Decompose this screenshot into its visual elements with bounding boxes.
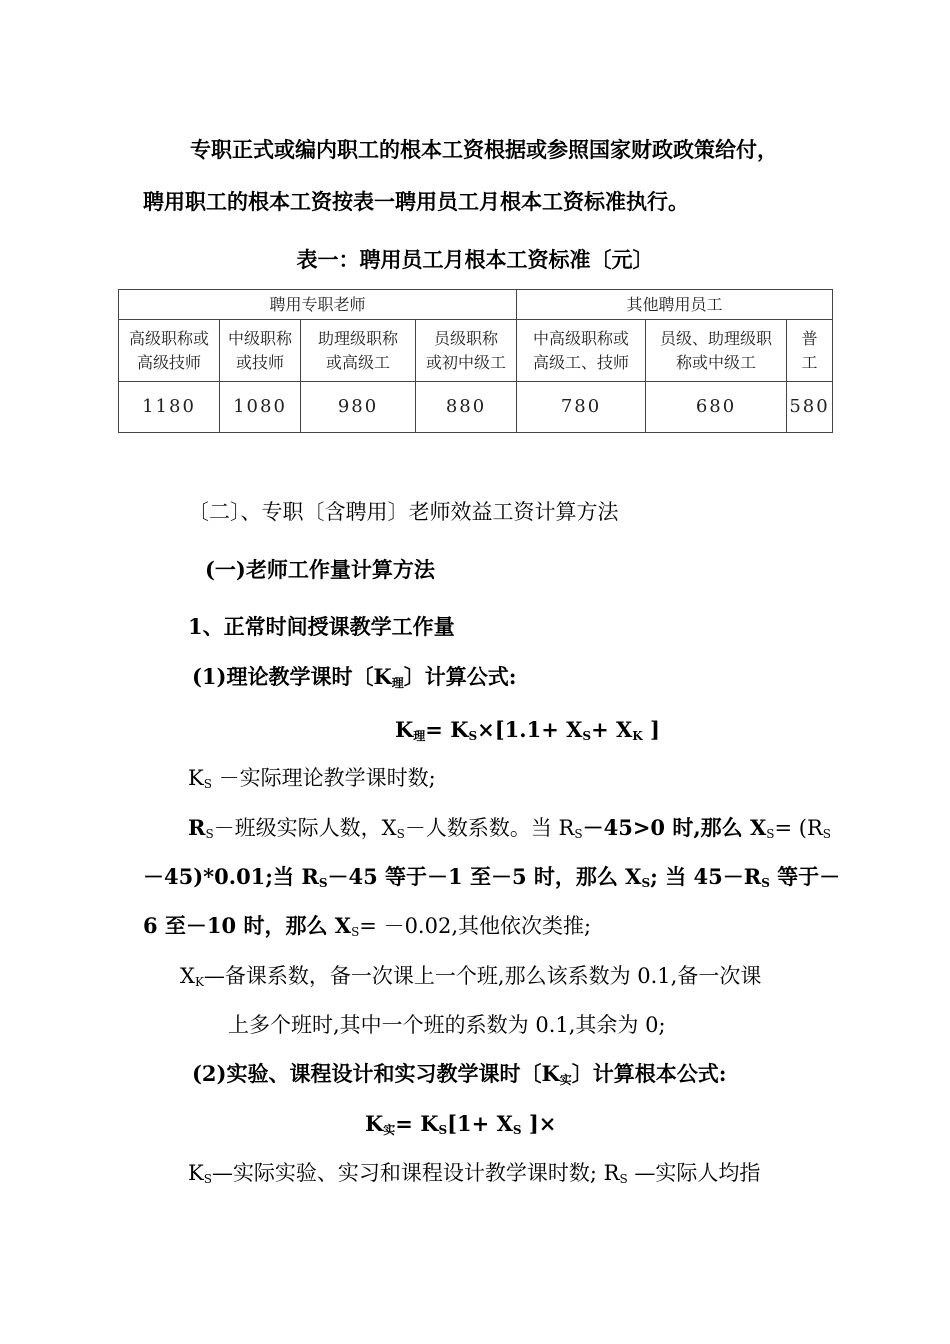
col-header: 员级、助理级职 称或中级工: [646, 320, 787, 382]
definition-ks: $K_S$ －实际理论教学课时数;: [188, 766, 436, 791]
table-cell: 580: [787, 382, 833, 433]
col-header: 中级职称 或技师: [220, 320, 301, 382]
group-header-other-staff: 其他聘用员工: [517, 290, 833, 320]
table-group-row: [119, 290, 833, 320]
table-cell: 680: [646, 382, 787, 433]
formula-practice: $K_实= K_S[1+ X_S$ ]×: [365, 1111, 557, 1137]
table-cell: 880: [416, 382, 517, 433]
table-cell: 1180: [119, 382, 220, 433]
col-header: 中高级职称或 高级工、技师: [517, 320, 646, 382]
col-header: 普 工: [787, 320, 833, 382]
item-heading-1: 1、正常时间授课教学工作量: [188, 614, 455, 639]
group-header-teachers: 聘用专职老师: [119, 290, 517, 320]
intro-line-2: 聘用职工的根本工资按表一聘用员工月根本工资标准执行。: [143, 189, 689, 214]
subsection-heading: (一)老师工作量计算方法: [205, 557, 435, 582]
intro-line-1: 专职正式或编内职工的根本工资根据或参照国家财政政策给付，: [190, 137, 778, 162]
col-header: 助理级职称 或高级工: [301, 320, 416, 382]
table-cell: 780: [517, 382, 646, 433]
table-header-row: [119, 320, 833, 382]
item-heading-1-2: (2)实验、课程设计和实习教学课时〔$K_实$〕计算根本公式:: [192, 1061, 727, 1087]
table-title: 表一：聘用员工月根本工资标准〔元〕: [296, 247, 654, 272]
definition-xk-line-2: 上多个班时,其中一个班的系数为 0.1,其余为 0;: [228, 1013, 666, 1037]
table-value-row: [119, 382, 833, 433]
formula-theory: $K_理= K_S\times[1.1+ X_S+ X_K$ ]: [395, 717, 660, 743]
col-header: 高级职称或 高级技师: [119, 320, 220, 382]
item-heading-1-1: (1)理论教学课时〔$K_理$〕计算公式:: [192, 664, 517, 690]
table-cell: 980: [301, 382, 416, 433]
definition-rs-line-2: －45)*0.01;当 $R_S-45$ 等于－1 至－5 时，那么 $X_S$; 当 $45-R_S$ 等于－: [143, 864, 841, 890]
salary-table: [118, 289, 833, 433]
section-heading-2: 〔二〕、专职〔含聘用〕老师效益工资计算方法: [188, 500, 619, 524]
col-header: 员级职称 或初中级工: [416, 320, 517, 382]
definition-rs-line-3: 6 至－10 时，那么 $X_S= -0.02$,其他依次类推;: [143, 913, 592, 939]
definition-xk-line-1: $X_K—$备课系数，备一次课上一个班,那么该系数为 0.1,备一次课: [180, 964, 762, 989]
table-cell: 1080: [220, 382, 301, 433]
definition-ks-practice: $K_S—$实际实验、实习和课程设计教学课时数; $R_S$ —实际人均指: [188, 1161, 761, 1186]
definition-rs-line-1: $R_S-$班级实际人数，$X_S-$人数系数。当 $R_S-45>0$ 时,那么 $X_S= (R_S$: [188, 815, 832, 841]
